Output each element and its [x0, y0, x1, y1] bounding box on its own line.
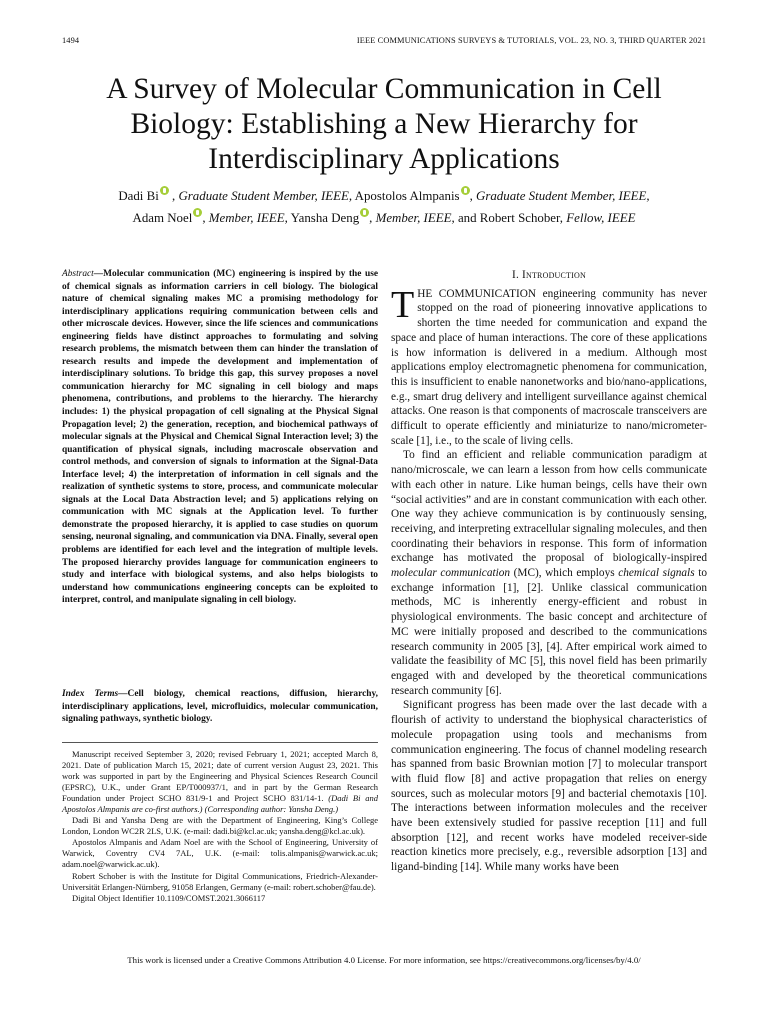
- author-line: Dadi Bi , Graduate Student Member, IEEE, Apostolos Almpanis , Graduate Student Member, IEEE,: [40, 185, 728, 207]
- footnote-affiliation: Dadi Bi and Yansha Deng are with the Department of Engineering, King’s College London, London WC2R 2LS, U.K. (e-mail: dadi.bi@kcl.ac.uk; yansha.deng@kcl.ac.uk).: [62, 815, 378, 837]
- license-notice: This work is licensed under a Creative Commons Attribution 4.0 License. For more information, see https://creativecommons.org/licenses/by/4.0/: [127, 955, 641, 965]
- author-name: and Robert Schober,: [457, 211, 564, 225]
- author-role: Member, IEEE,: [208, 211, 288, 225]
- footnote-affiliation: Apostolos Almpanis and Adam Noel are with the School of Engineering, University of Warwick, Coventry CV4 7AL, U.K. (e-mail: tolis.almpanis@warwick.ac.uk; adam.noel@warwick.ac.uk).: [62, 837, 378, 870]
- author-list: [40, 185, 728, 229]
- author-role: Graduate Student Member, IEEE,: [476, 189, 650, 203]
- author-name: Dadi Bi: [118, 189, 159, 203]
- orcid-icon[interactable]: [193, 208, 202, 217]
- index-terms-text: —Cell biology, chemical reactions, diffusion, hierarchy, interdisciplinary applications, level, microfluidics, molecular communication, signaling pathways, synthetic biology.: [62, 689, 378, 725]
- title-line: Interdisciplinary Applications: [208, 143, 560, 175]
- index-terms-label: Index Terms: [62, 689, 119, 699]
- abstract-label: Abstract: [62, 269, 94, 279]
- footnote-divider: [62, 742, 378, 743]
- drop-cap: T: [391, 283, 415, 326]
- index-terms: [62, 688, 378, 726]
- author-line: Adam Noel , Member, IEEE, Yansha Deng , Member, IEEE, and Robert Schober, Fellow, IEEE: [40, 207, 728, 229]
- orcid-icon[interactable]: [360, 208, 369, 217]
- author-name: Apostolos Almpanis: [354, 189, 460, 203]
- author-name: Yansha Deng: [290, 211, 360, 225]
- journal-header: IEEE COMMUNICATIONS SURVEYS & TUTORIALS, VOL. 23, NO. 3, THIRD QUARTER 2021: [356, 36, 706, 45]
- author-role: Fellow, IEEE: [566, 211, 636, 225]
- page-number: 1494: [62, 36, 80, 45]
- abstract: [62, 268, 378, 607]
- title-line: A Survey of Molecular Communication in Cell: [106, 73, 662, 105]
- section-heading-text: I. Introduction: [512, 269, 586, 281]
- footnote-doi: Digital Object Identifier 10.1109/COMST.2021.3066117: [72, 892, 266, 903]
- orcid-icon[interactable]: [160, 186, 169, 195]
- author-name: Adam Noel: [132, 211, 193, 225]
- section-heading: [391, 268, 707, 283]
- orcid-icon[interactable]: [461, 186, 470, 195]
- footnote-manuscript: Manuscript received September 3, 2020; revised February 1, 2021; accepted March 8, 2021. Date of publication March 15, 2021; date of current version August 23, 2021. This work was supported in part by the Engineering and Physical Sciences Research Council (EPSRC), U.K., under Grant EP/T000937/1, and in part by the German Research Foundation under Project SCHO 831/9-1 and Project SCHO 831/14-1. (Dadi Bi and Apostolos Almpanis are co-first authors.) (Corresponding author: Yansha Deng.): [62, 749, 379, 815]
- intro-paragraph: Significant progress has been made over the last decade with a flourish of activity to understand the biophysical characteristics of molecule propagation using tools and mechanisms from communication engineering. The focus of channel modeling research has spanned from basic Brownian motion [7] to molecular transport with fluid flow [8] and active propagation that relies on energy sources, such as molecular motors [9] and bacterial chemotaxis [10]. The interactions between information molecules and the receiver have been extensively studied for passive reception [11] and full absorption [12], and recent works have modeled receiver-side reaction kinetics more precisely, e.g., reversible adsorption [13] and ligand-binding [14]. While many works have been: [391, 699, 707, 874]
- footnotes: [62, 749, 378, 904]
- paper-title: [40, 72, 728, 177]
- footnote-affiliation: Robert Schober is with the Institute for Digital Communications, Friedrich-Alexander-Universität Erlangen-Nürnberg, 91058 Erlangen, Germany (e-mail: robert.schober@fau.de).: [62, 870, 378, 892]
- abstract-text: —Molecular communication (MC) engineering is inspired by the use of chemical signals as information carriers in cell biology. The biological nature of chemical signaling makes MC a promising methodology for interdisciplinary applications requiring communication between cells and other microscale devices. However, since the life sciences and communications engineering fields have distinct approaches to formulating and solving research problems, the mismatch between them can hinder the translation of research results and impede the development and implementation of interdisciplinary solutions. To bridge this gap, this survey proposes a novel communication hierarchy for MC signaling in cell biology and maps phenomena, contributions, and problems to the hierarchy. The hierarchy includes: 1) the physical propagation of cell signaling at the Physical Signal Propagation level; 2) the generation, reception, and biochemical pathways of molecular signals at the Physical and Chemical Signal Interaction level; 3) the quantification of physical signals, including macroscale observation and control methods, and conversion of signals to information at the Signal-Data Interface level; 4) the interpretation of information in cell signals and the realization of synthetic systems to store, process, and communicate molecular signals at the Local Data Abstraction level; and 5) applications relying on communication with MC signals at the Application level. To further demonstrate the proposed hierarchy, it is applied to case studies on quorum sensing, neuronal signaling, and communication via DNA. Finally, several open problems are identified for each level and the integration of multiple levels. The proposed hierarchy provides language for communication engineers to study and interface with biological systems, and also helps biologists to understand how communications engineering concepts can be exploited to interpret, control, and manipulate signaling in cell biology.: [62, 269, 378, 606]
- introduction-column: [391, 268, 707, 875]
- intro-paragraph: To find an efficient and reliable communication paradigm at nano/microscale, we can learn a lesson from how cells communicate with each other in nature. Like human beings, cells have their own “social activities” and are in constant communication with each other. One way they achieve communication is by continuously sensing, receiving, and interpreting extracellular signaling molecules, and then coordinating their behaviors in response. This form of information exchange has motivated the proposal of biologically-inspired molecular communication (MC), which employs chemical signals to exchange information [1], [2]. Unlike classical communication methods, MC is inherently energy-efficient and robust in physiological environments. The basic concept and architecture of MC were initially proposed and described to the communications research community in 2005 [3], [4]. After empirical work aimed to validate the feasibility of MC [5], this novel field has been primarily engaged with and developed by the theoretical communications research community [6].: [391, 449, 707, 697]
- title-line: Biology: Establishing a New Hierarchy for: [130, 108, 638, 140]
- author-role: Member, IEEE,: [375, 211, 455, 225]
- author-role: Graduate Student Member, IEEE,: [178, 189, 353, 203]
- intro-paragraph: THE COMMUNICATION engineering community has never stopped on the road of pioneering innovative applications to shorten the time needed for communication and expand the space and place of human interactions. The core of these applications is how information is delivered in a medium. Although most applications employ electromagnetic phenomena for communication, this is insufficient to enable nanonetworks and bio/nano-applications, e.g., smart drug delivery and intelligent surveillance against chemical attacks. One reason is that components of macroscale transceivers are difficult to operate efficiently and miniaturize to nano/micrometer-scale [1], i.e., to the scale of living cells.: [391, 283, 707, 447]
